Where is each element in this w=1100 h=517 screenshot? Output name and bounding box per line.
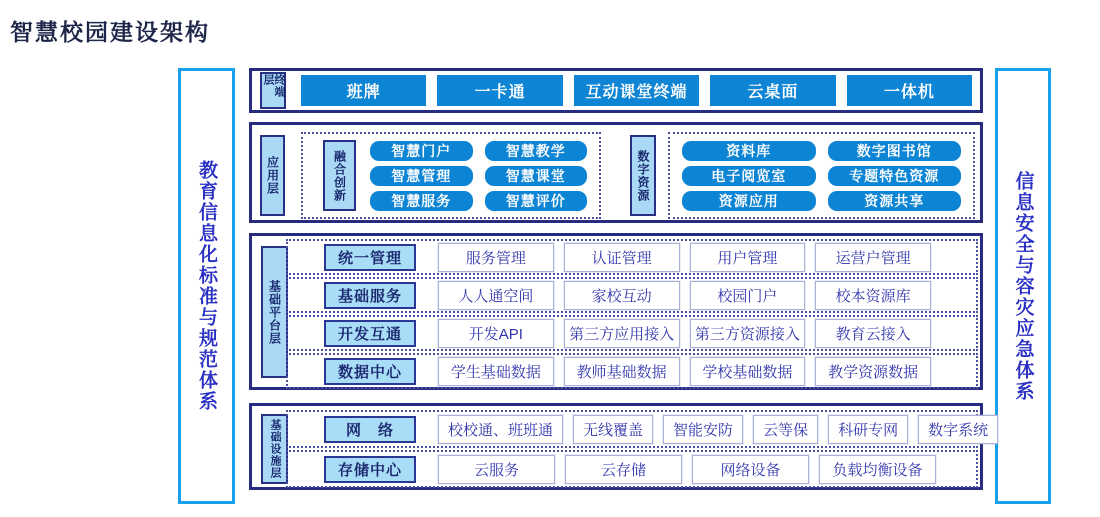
fusion-innovation-items (370, 141, 587, 211)
platform-item: 校园门户 (690, 281, 806, 310)
platform-item: 教育云接入 (815, 319, 931, 348)
application-item: 智慧管理 (370, 166, 473, 186)
platform-item: 学校基础数据 (690, 357, 806, 386)
application-item: 智慧服务 (370, 191, 473, 211)
infrastructure-layer-label: 基础设施层 (261, 414, 288, 484)
layer-application (249, 122, 983, 223)
terminal-item: 一卡通 (437, 75, 562, 106)
fusion-innovation-group (301, 132, 601, 219)
row-label: 统一管理 (324, 244, 416, 271)
infrastructure-item: 科研专网 (828, 415, 908, 444)
infrastructure-item: 云服务 (438, 455, 555, 484)
page-title: 智慧校园建设架构 (10, 19, 210, 45)
left-pillar (178, 68, 235, 504)
row-label: 开发互通 (324, 320, 416, 347)
platform-item: 教学资源数据 (815, 357, 931, 386)
infrastructure-item: 云等保 (753, 415, 818, 444)
digital-resources-items (682, 141, 961, 211)
infrastructure-item: 智能安防 (663, 415, 743, 444)
application-item: 资源共享 (828, 191, 962, 211)
left-pillar-label: 教育信息化标准与规范体系 (196, 160, 217, 412)
layer-infrastructure (249, 403, 989, 490)
platform-item: 学生基础数据 (438, 357, 554, 386)
infrastructure-item: 云存储 (565, 455, 682, 484)
platform-item: 服务管理 (438, 243, 554, 272)
application-item: 资源应用 (682, 191, 816, 211)
platform-item: 人人通空间 (438, 281, 554, 310)
platform-row-open-integration (286, 315, 978, 351)
platform-rows (286, 239, 978, 389)
platform-item: 用户管理 (690, 243, 806, 272)
application-item: 资料库 (682, 141, 816, 161)
application-item: 电子阅览室 (682, 166, 816, 186)
right-pillar (995, 68, 1051, 504)
layer-platform (249, 233, 983, 390)
platform-row-unified-management (286, 239, 978, 275)
digital-resources-label: 数字资源 (630, 135, 656, 216)
row-label: 存储中心 (324, 456, 416, 483)
infrastructure-item: 负载均衡设备 (819, 455, 936, 484)
terminal-item: 云桌面 (710, 75, 835, 106)
application-item: 智慧课堂 (485, 166, 588, 186)
fusion-innovation-label: 融合创新 (323, 140, 356, 211)
platform-row-data-center (286, 353, 978, 389)
infrastructure-row-network (286, 410, 989, 448)
terminal-item: 班牌 (301, 75, 426, 106)
platform-item: 运营户管理 (815, 243, 931, 272)
application-item: 专题特色资源 (828, 166, 962, 186)
terminal-layer-label: 终端层 (260, 72, 286, 109)
platform-row-basic-services (286, 277, 978, 313)
right-pillar-label: 信息安全与容灾应急体系 (1012, 170, 1034, 402)
platform-item: 认证管理 (564, 243, 680, 272)
infrastructure-row-storage (286, 450, 978, 488)
platform-item: 教师基础数据 (564, 357, 680, 386)
platform-item: 开发API (438, 319, 554, 348)
application-item: 智慧门户 (370, 141, 473, 161)
infrastructure-item: 网络设备 (692, 455, 809, 484)
row-label: 数据中心 (324, 358, 416, 385)
infrastructure-item: 数字系统 (918, 415, 998, 444)
row-label: 基础服务 (324, 282, 416, 309)
digital-resources-group (668, 132, 975, 219)
terminal-item: 互动课堂终端 (574, 75, 699, 106)
platform-item: 家校互动 (564, 281, 680, 310)
infrastructure-item: 无线覆盖 (573, 415, 653, 444)
platform-item: 校本资源库 (815, 281, 931, 310)
infrastructure-item: 校校通、班班通 (438, 415, 563, 444)
layer-terminal (249, 68, 983, 113)
application-item: 智慧评价 (485, 191, 588, 211)
platform-item: 第三方资源接入 (690, 319, 806, 348)
application-item: 智慧教学 (485, 141, 588, 161)
application-layer-label: 应用层 (260, 135, 285, 216)
row-label: 网 络 (324, 416, 416, 443)
terminal-item: 一体机 (847, 75, 972, 106)
infrastructure-rows (286, 410, 989, 488)
platform-item: 第三方应用接入 (564, 319, 680, 348)
platform-layer-label: 基础平台层 (261, 246, 288, 378)
application-item: 数字图书馆 (828, 141, 962, 161)
